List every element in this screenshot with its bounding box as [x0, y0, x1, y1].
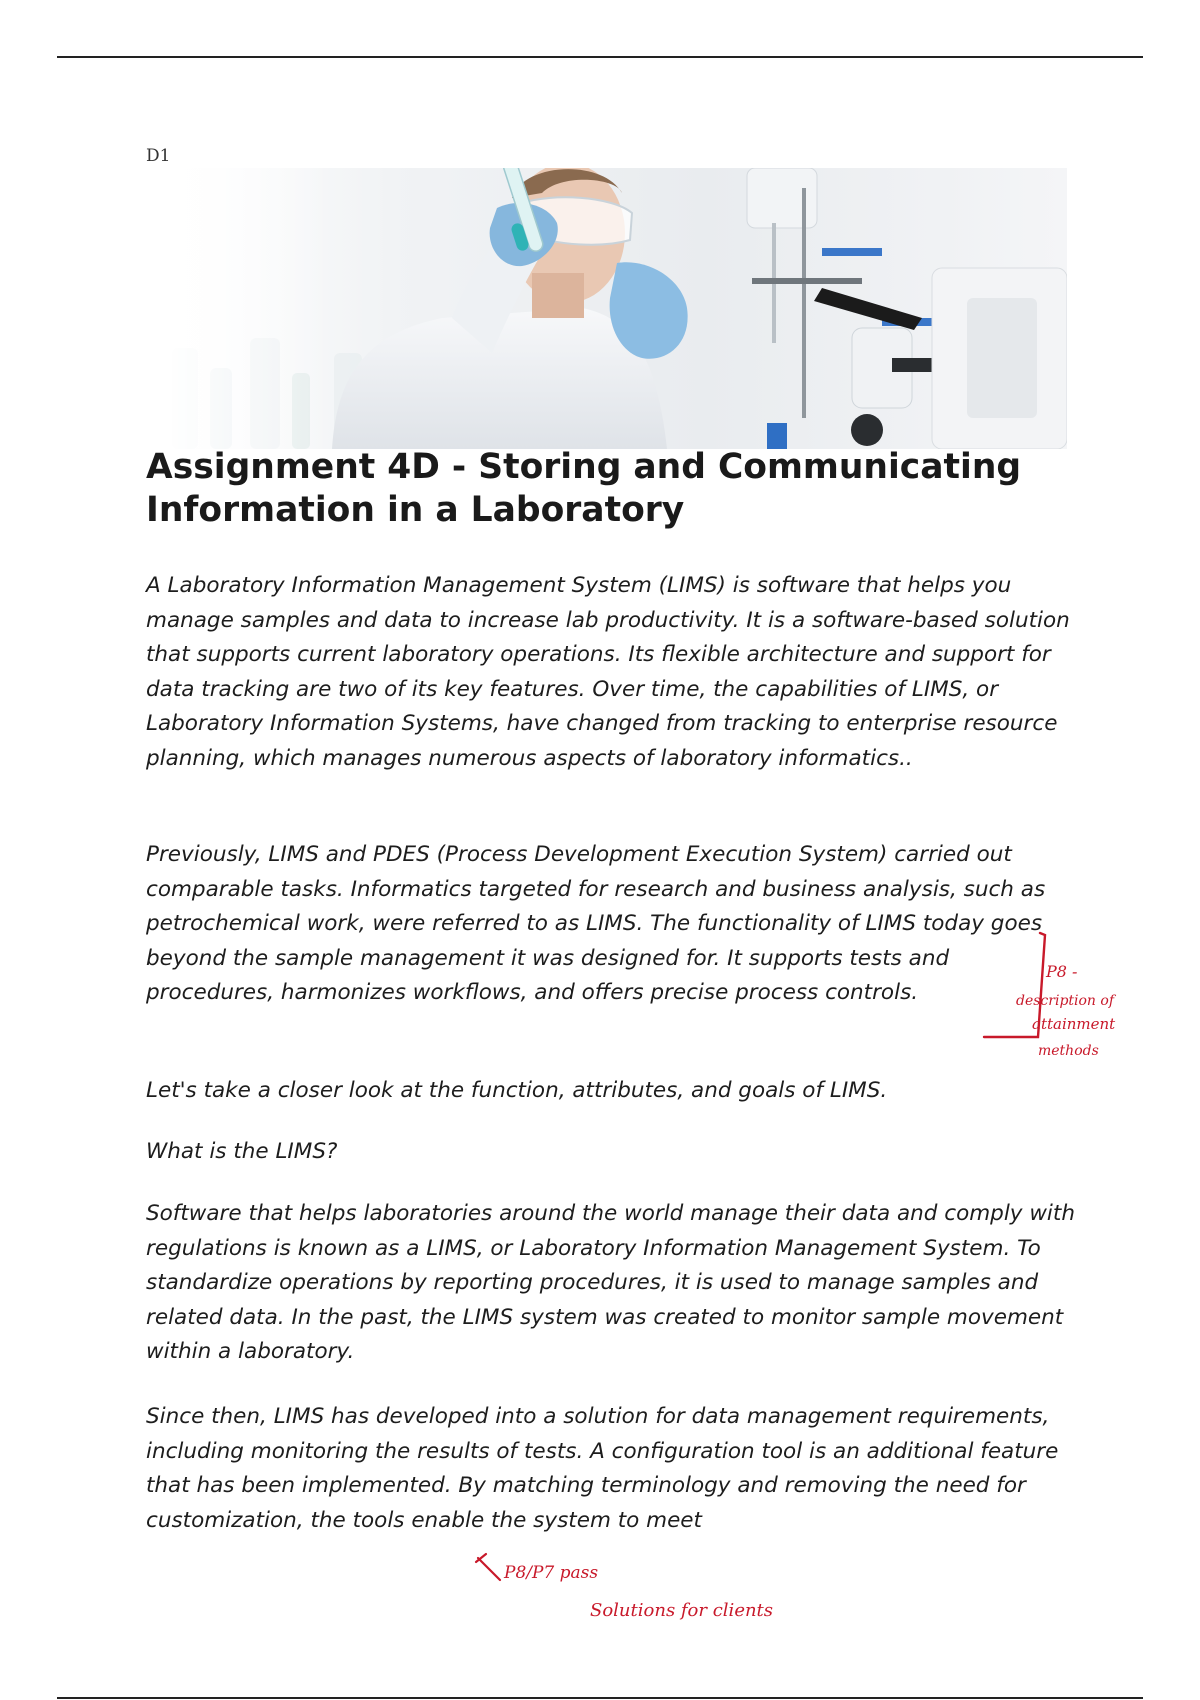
margin-note-line-1: P8 - [1046, 962, 1078, 981]
bottom-note-line-2: Solutions for clients [590, 1600, 774, 1621]
paragraph-question: What is the LIMS? [146, 1139, 338, 1164]
paragraph-development: Since then, LIMS has developed into a solution for data management requirements, including monitoring the results of tests. A configuration tool is an additional feature that has been implemented. By matching terminology and removing the need for customization, the tools enable the system to meet [146, 1404, 1059, 1533]
page-title: Assignment 4D - Storing and Communicating Information in a Laboratory [146, 447, 1022, 530]
margin-note-line-4: methods [1038, 1043, 1099, 1059]
footer-rule [57, 1697, 1143, 1699]
header-rule [57, 56, 1143, 58]
margin-note-line-2: description of [1016, 993, 1115, 1009]
bottom-note-line-1: P8/P7 pass [504, 1563, 599, 1583]
paragraph-definition: Software that helps laboratories around the world manage their data and comply with regulations is known as a LIMS, or Laboratory Information Management System. To standardize operations by reporting procedures, it is used to manage samples and related data. In the past, the LIMS system was created to monitor sample movement within a laboratory. [146, 1201, 1075, 1364]
page-label: D1 [146, 146, 171, 166]
margin-note-line-3: attainment [1032, 1015, 1116, 1033]
paragraph-history: Previously, LIMS and PDES (Process Development Execution System) carried out comparable tasks. Informatics targeted for research and business analysis, such as petrochemical work, were referred to as LIMS. The functionality of LIMS today goes beyond the sample management it was designed for. It supports tests and procedures, harmonizes workflows, and offers precise process controls. [146, 842, 1046, 1005]
hero-image [162, 168, 1067, 449]
paragraph-intro: A Laboratory Information Management System (LIMS) is software that helps you manage samples and data to increase lab productivity. It is a software-based solution that supports current laboratory operations. Its flexible architecture and support for data tracking are two of its key features. Over time, the capabilities of LIMS, or Laboratory Information Systems, have changed from tracking to enterprise resource planning, which manages numerous aspects of laboratory informatics.. [146, 573, 1070, 771]
margin-annotation [980, 925, 1130, 1075]
bottom-annotation [470, 1550, 830, 1630]
paragraph-closer-look: Let's take a closer look at the function, attributes, and goals of LIMS. [146, 1078, 888, 1103]
lab-scientist-photo [162, 168, 1067, 449]
